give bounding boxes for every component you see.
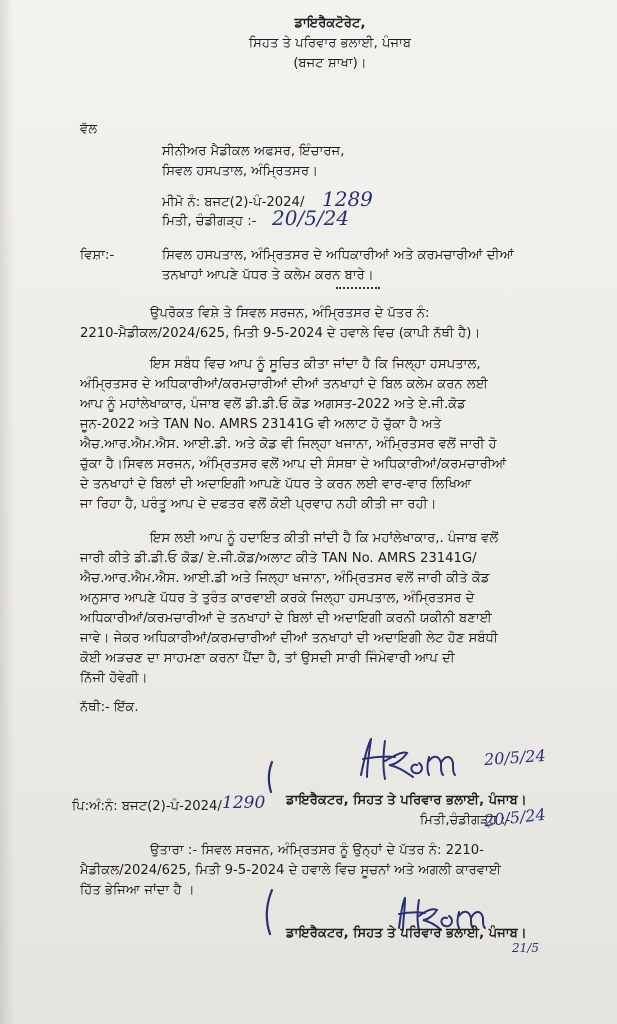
para2-line-2: ਅੰਮ੍ਰਿਤਸਰ ਦੇ ਅਧਿਕਾਰੀਆਂ/ਕਰਮਚਾਰੀਆਂ ਦੀਆਂ ਤਨਖਾਹਾਂ ਦੇ ਬਿਲ ਕਲੇਮ ਕਰਨ ਲਈ <box>80 377 488 392</box>
para3-line-4: ਅਨੁਸਾਰ ਆਪਣੇ ਪੱਧਰ ਤੇ ਤੁਰੰਤ ਕਾਰਵਾਈ ਕਰਕੇ ਜਿਲ੍ਹਾ ਹਸਪਤਾਲ, ਅੰਮ੍ਰਿਤਸਰ ਦੇ <box>80 591 475 606</box>
signature2-stroke <box>260 888 280 936</box>
subject-line-1: ਸਿਵਲ ਹਸਪਤਾਲ, ਅੰਮ੍ਰਿਤਸਰ ਦੇ ਅਧਿਕਾਰੀਆਂ ਅਤੇ ਕਰਮਚਾਰੀਆਂ ਦੀਆਂ <box>162 248 514 263</box>
para3-line-1: ਇਸ ਲਈ ਆਪ ਨੂੰ ਹਦਾਇਤ ਕੀਤੀ ਜਾਂਦੀ ਹੈ ਕਿ ਮਹਾਂਲੇਖਾਕਾਰ,. ਪੰਜਾਬ ਵਲੋਂ <box>150 531 499 546</box>
para2-line-1: ਇਸ ਸਬੰਧ ਵਿਚ ਆਪ ਨੂੰ ਸੂਚਿਤ ਕੀਤਾ ਜਾਂਦਾ ਹੈ ਕਿ ਜਿਲ੍ਹਾ ਹਸਪਤਾਲ, <box>150 357 481 372</box>
para2-line-4: ਜੂਨ-2022 ਅਤੇ TAN No. AMRS 23141G ਵੀ ਅਲਾਟ ਹੋ ਚੁੱਕਾ ਹੈ ਅਤੇ <box>80 417 442 432</box>
endorsement-number-label: ਪਿ:ਅੰ:ਨੰ: ਬਜਟ(2)-ਪੰ-2024/ <box>72 799 222 814</box>
para1-line-2: 2210-ਮੈਡੀਕਲ/2024/625, ਮਿਤੀ 9-5-2024 ਦੇ ਹਵਾਲੇ ਵਿਚ (ਕਾਪੀ ਨੱਥੀ ਹੈ)। <box>80 326 481 341</box>
enclosure-note: ਨੱਥੀ:- ਇੱਕ. <box>80 700 139 715</box>
signature1-designation: ਡਾਇਰੈਕਟਰ, ਸਿਹਤ ਤੇ ਪਰਿਵਾਰ ਭਲਾਈ, ਪੰਜਾਬ। <box>286 793 527 808</box>
header-directorate: ਡਾਇਰੈਕਟੋਰੇਟ, <box>294 16 366 31</box>
copy-line-3: ਹਿੱਤ ਭੇਜਿਆ ਜਾਂਦਾ ਹੈ । <box>80 883 195 898</box>
memo-number-handwritten: 1289 <box>322 187 373 211</box>
to-line-2: ਸਿਵਲ ਹਸਪਤਾਲ, ਅੰਮ੍ਰਿਤਸਰ। <box>162 164 319 179</box>
signature2-designation: ਡਾਇਰੈਕਟਰ, ਸਿਹਤ ਤੇ ਪਰਿਵਾਰ ਭਲਾਈ, ਪੰਜਾਬ। <box>286 926 527 941</box>
para3-line-3: ਐਚ.ਆਰ.ਐਮ.ਐਸ. ਆਈ.ਡੀ ਅਤੇ ਜਿਲ੍ਹਾ ਖਜਾਨਾ, ਅੰਮ੍ਰਿਤਸਰ ਵਲੋਂ ਜਾਰੀ ਕੀਤੇ ਕੋਡ <box>80 571 490 586</box>
copy-line-2: ਮੈਡੀਕਲ/2024/625, ਮਿਤੀ 9-5-2024 ਦੇ ਹਵਾਲੇ ਵਿਚ ਸੂਚਨਾਂ ਅਤੇ ਅਗਲੀ ਕਾਰਵਾਈ <box>80 863 502 878</box>
para3-line-5: ਅਧਿਕਾਰੀਆਂ/ਕਰਮਚਾਰੀਆਂ ਦੇ ਤਨਖਾਹਾਂ ਦੇ ਬਿਲਾਂ ਦੀ ਅਦਾਇਗੀ ਕਰਨੀ ਯਕੀਨੀ ਬਣਾਈ <box>80 611 492 626</box>
endorsement-number-handwritten: 1290 <box>222 793 266 813</box>
para3-line-8: ਨਿੱਜੀ ਹੋਵੇਗੀ। <box>80 671 148 686</box>
memo-date-label: ਮਿਤੀ, ਚੰਡੀਗੜ੍ਹ :- <box>162 214 257 229</box>
signature1-stroke <box>262 760 282 794</box>
memo-number-label: ਮੀਮੋ ਨੰ: ਬਜਟ(2)-ਪੰ-2024/ <box>162 195 305 210</box>
para2-line-3: ਆਪ ਨੂੰ ਮਹਾਂਲੇਖਾਕਾਰ, ਪੰਜਾਬ ਵਲੋਂ ਡੀ.ਡੀ.ਓ ਕੋਡ ਅਗਸਤ-2022 ਅਤੇ ਏ.ਜੀ.ਕੋਡ <box>80 397 466 412</box>
header-department: ਸਿਹਤ ਤੇ ਪਰਿਵਾਰ ਭਲਾਈ, ਪੰਜਾਬ <box>248 36 412 51</box>
to-line-1: ਸੀਨੀਅਰ ਮੈਡੀਕਲ ਅਫਸਰ, ਇੰਚਾਰਜ, <box>162 144 345 159</box>
director-signature-1 <box>355 735 485 785</box>
para2-line-8: ਜਾ ਰਿਹਾ ਹੈ, ਪਰੰਤੂ ਆਪ ਦੇ ਦਫਤਰ ਵਲੋਂ ਕੋਈ ਪ੍ਰਵਾਹ ਨਹੀ ਕੀਤੀ ਜਾ ਰਹੀ। <box>80 497 437 512</box>
page-edge-shadow <box>0 0 14 1024</box>
signature1-date-label: ਮਿਤੀ,ਚੰਡੀਗੜ੍ਹ :- <box>420 813 511 828</box>
para2-line-5: ਐਚ.ਆਰ.ਐਮ.ਐਸ. ਆਈ.ਡੀ. ਅਤੇ ਕੋਡ ਵੀ ਜਿਲ੍ਹਾ ਖਜਾਨਾ, ਅੰਮ੍ਰਿਤਸਰ ਵਲੋਂ ਜਾਰੀ ਹੋ <box>80 437 497 452</box>
header-branch: (ਬਜਟ ਸ਼ਾਖਾ)। <box>293 56 367 71</box>
signature1-date-handwritten: 20/5/24 <box>483 745 547 770</box>
subject-dotted-underline <box>336 287 380 289</box>
para2-line-6: ਚੁੱਕਾ ਹੈ।ਸਿਵਲ ਸਰਜਨ, ਅੰਮ੍ਰਿਤਸਰ ਵਲੋਂ ਆਪ ਦੀ ਸੰਸਥਾ ਦੇ ਅਧਿਕਾਰੀਆਂ/ਕਰਮਚਾਰੀਆਂ <box>80 457 507 472</box>
para1-line-1: ਉਪਰੋਕਤ ਵਿਸ਼ੇ ਤੇ ਸਿਵਲ ਸਰਜਨ, ਅੰਮ੍ਰਿਤਸਰ ਦੇ ਪੱਤਰ ਨੰ: <box>150 306 430 321</box>
signature1-date-handwritten-2: 20/5/24 <box>483 804 547 831</box>
signature2-date-handwritten: 21/5 <box>512 941 539 955</box>
para2-line-7: ਦੇ ਤਨਖਾਹਾਂ ਦੇ ਬਿਲਾਂ ਦੀ ਅਦਾਇਗੀ ਆਪਣੇ ਪੱਧਰ ਤੇ ਕਰਨ ਲਈ ਵਾਰ-ਵਾਰ ਲਿਖਿਆ <box>80 477 472 492</box>
para3-line-7: ਕੋਈ ਅੜਚਣ ਦਾ ਸਾਹਮਣਾ ਕਰਨਾ ਪੈਂਦਾ ਹੈ, ਤਾਂ ਉਸਦੀ ਸਾਰੀ ਜਿੰਮੇਵਾਰੀ ਆਪ ਦੀ <box>80 651 455 666</box>
to-label: ਵੱਲ <box>80 122 98 137</box>
copy-line-1: ਉਤਾਰਾ :- ਸਿਵਲ ਸਰਜਨ, ਅੰਮ੍ਰਿਤਸਰ ਨੂੰ ਉਨ੍ਹਾਂ ਦੇ ਪੱਤਰ ਨੰ: 2210- <box>150 843 484 858</box>
subject-label: ਵਿਸ਼ਾ:- <box>80 248 115 263</box>
para3-line-2: ਜਾਰੀ ਕੀਤੇ ਡੀ.ਡੀ.ਓ ਕੋਡ/ ਏ.ਜੀ.ਕੋਡ/ਅਲਾਟ ਕੀਤੇ TAN No. AMRS 23141G/ <box>80 551 477 566</box>
memo-date-handwritten: 20/5/24 <box>272 206 350 230</box>
para3-line-6: ਜਾਵੇ। ਜੇਕਰ ਅਧਿਕਾਰੀਆਂ/ਕਰਮਚਾਰੀਆਂ ਦੀਆਂ ਤਨਖਾਹਾਂ ਦੀ ਅਦਾਇਗੀ ਲੇਟ ਹੋਣ ਸਬੰਧੀ <box>80 631 498 646</box>
subject-line-2: ਤਨਖਾਹਾਂ ਆਪਣੇ ਪੱਧਰ ਤੇ ਕਲੇਮ ਕਰਨ ਬਾਰੇ। <box>162 268 374 283</box>
